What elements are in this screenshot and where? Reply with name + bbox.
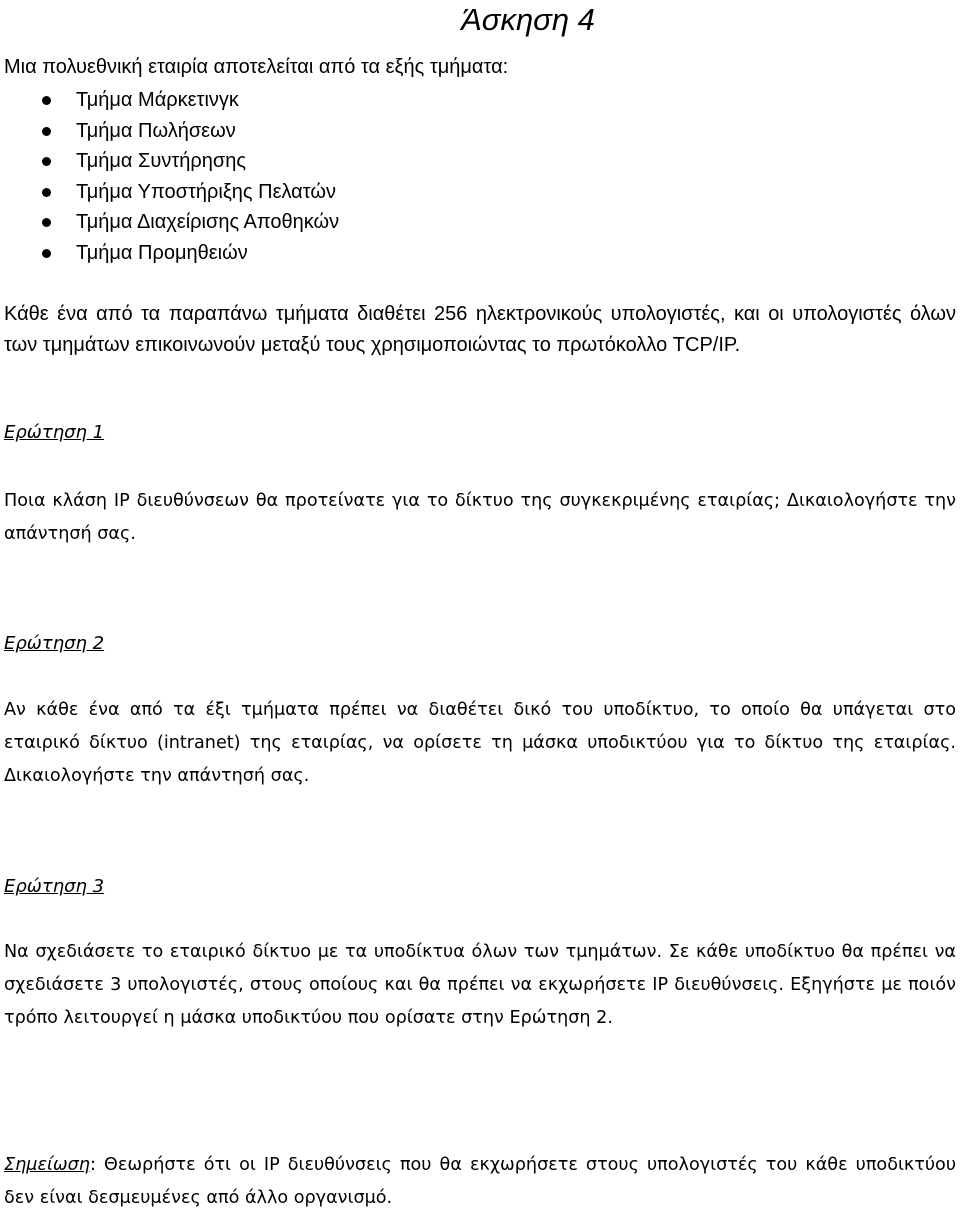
exercise-title: Άσκηση 4 (461, 2, 595, 37)
question-1-heading: Ερώτηση 1 (4, 422, 105, 443)
note-label: Σημείωση (4, 1155, 90, 1175)
bullet-icon (42, 188, 51, 197)
question-3-heading: Ερώτηση 3 (4, 876, 105, 897)
note-text: : Θεωρήστε ότι οι IP διευθύνσεις που θα εκχωρήσετε στους υπολογιστές του κάθε υποδικτύου δεν είναι δεσμευμένες από άλλο οργανισμό. (4, 1155, 956, 1208)
list-item: Τμήμα Μάρκετινγκ (4, 85, 339, 116)
bullet-icon (42, 218, 51, 227)
question-2-heading: Ερώτηση 2 (4, 633, 105, 654)
list-item: Τμήμα Συντήρησης (4, 146, 339, 177)
question-2-text: Αν κάθε ένα από τα έξι τμήματα πρέπει να διαθέτει δικό του υποδίκτυο, το οποίο θα υπάγεται στο εταιρικό δίκτυο (intranet) της εταιρίας, να ορίσετε τη μάσκα υποδικτύου για το δίκτυο της εταιρίας. Δικαιολογήστε την απάντησή σας. (4, 700, 956, 786)
bullet-icon (42, 249, 51, 258)
list-item: Τμήμα Προμηθειών (4, 238, 339, 269)
bullet-icon (42, 157, 51, 166)
list-item: Τμήμα Υποστήριξης Πελατών (4, 177, 339, 208)
question-3-text: Να σχεδιάσετε το εταιρικό δίκτυο με τα υποδίκτυα όλων των τμημάτων. Σε κάθε υποδίκτυο θα πρέπει να σχεδιάσετε 3 υπολογιστές, στους οποίους και θα πρέπει να εκχωρήσετε IP διευθύνσεις. Εξηγήστε με ποιόν τρόπο λειτουργεί η μάσκα υποδικτύου που ορίσατε στην Ερώτηση 2. (4, 942, 956, 1028)
bullet-icon (42, 96, 51, 105)
list-item: Τμήμα Πωλήσεων (4, 116, 339, 147)
description-paragraph: Κάθε ένα από τα παραπάνω τμήματα διαθέτει 256 ηλεκτρονικούς υπολογιστές, και οι υπολογιστές όλων των τμημάτων επικοινωνούν μεταξύ τους χρησιμοποιώντας το πρωτόκολλο TCP/IP. (4, 303, 956, 356)
note-paragraph (4, 1149, 956, 1215)
list-item: Τμήμα Διαχείρισης Αποθηκών (4, 207, 339, 238)
intro-text: Μια πολυεθνική εταιρία αποτελείται από τα εξής τμήματα: (4, 56, 509, 78)
bullet-icon (42, 127, 51, 136)
department-list (4, 85, 339, 269)
question-1-text: Ποια κλάση IP διευθύνσεων θα προτείνατε για το δίκτυο της συγκεκριμένης εταιρίας; Δικαιολογήστε την απάντησή σας. (4, 491, 956, 544)
